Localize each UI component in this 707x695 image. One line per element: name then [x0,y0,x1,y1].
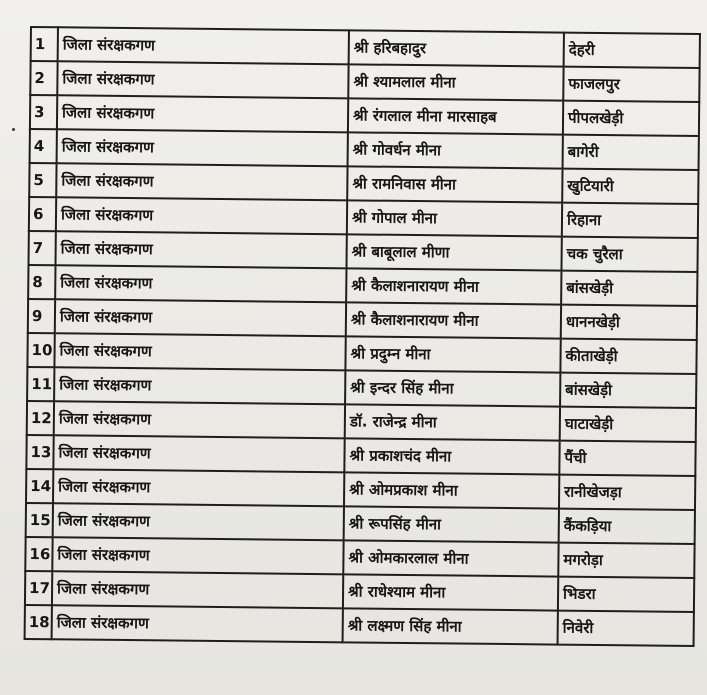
member-name-cell: श्री हरिबहादुर [349,30,564,66]
member-name-cell: डॉ. राजेन्द्र मीना [345,404,560,440]
village-cell: चक चुरैला [561,237,697,272]
members-table-wrapper [23,26,698,685]
designation-cell: जिला संरक्षकगण [52,537,343,574]
village-cell: मगरोड़ा [558,543,694,578]
row-number-cell: 8 [28,265,55,299]
row-number-cell: 4 [30,129,57,163]
designation-cell: जिला संरक्षकगण [57,61,348,98]
village-cell: पीपलखेड़ी [563,101,699,136]
row-number-cell: 16 [25,537,52,571]
table-row [25,605,694,646]
designation-cell: जिला संरक्षकगण [53,503,344,540]
row-number-cell: 2 [30,61,57,95]
row-number-cell: 11 [27,367,54,401]
designation-cell: जिला संरक्षकगण [54,401,345,438]
member-name-cell: श्री रूपसिंह मीना [344,506,559,542]
village-cell: निवेरी [558,611,694,646]
member-name-cell: श्री प्रकाशचंद मीना [344,438,559,474]
member-name-cell: श्री ओमकारलाल मीना [343,540,558,576]
member-name-cell: श्री गोवर्धन मीना [348,132,563,168]
designation-cell: जिला संरक्षकगण [54,333,345,370]
village-cell: घाटाखेड़ी [560,407,696,442]
member-name-cell: श्री बाबूलाल मीणा [346,234,561,270]
row-number-cell: 13 [26,435,53,469]
designation-cell: जिला संरक्षकगण [52,571,343,608]
village-cell: रिहाना [562,203,698,238]
village-cell: पैंची [559,441,695,476]
row-number-cell: 18 [25,605,52,639]
village-cell: रानीखेजड़ा [559,475,695,510]
designation-cell: जिला संरक्षकगण [57,129,348,166]
row-number-cell: 7 [28,231,55,265]
row-number-cell: 14 [26,469,53,503]
village-cell: भिडरा [558,577,694,612]
member-name-cell: श्री रामनिवास मीना [347,166,562,202]
village-cell: बागेरी [563,135,699,170]
row-number-cell: 3 [30,95,57,129]
designation-cell: जिला संरक्षकगण [56,197,347,234]
village-cell: फाजलपुर [563,67,699,102]
designation-cell: जिला संरक्षकगण [57,95,348,132]
village-cell: कीताखेड़ी [560,339,696,374]
designation-cell: जिला संरक्षकगण [52,605,343,642]
member-name-cell: श्री राधेश्याम मीना [343,574,558,610]
row-number-cell: 10 [27,333,54,367]
row-number-cell: 1 [31,27,58,61]
member-name-cell: श्री रंगलाल मीना मारसाहब [348,98,563,134]
designation-cell: जिला संरक्षकगण [58,27,349,64]
village-cell: बांसखेड़ी [561,271,697,306]
village-cell: कैंकड़िया [559,509,695,544]
member-name-cell: श्री गोपाल मीना [347,200,562,236]
village-cell: धाननखेड़ी [561,305,697,340]
designation-cell: जिला संरक्षकगण [55,231,346,268]
member-name-cell: श्री कैलाशनारायण मीना [346,268,561,304]
row-number-cell: 9 [28,299,55,333]
member-name-cell: श्री इन्दर सिंह मीना [345,370,560,406]
row-number-cell: 15 [26,503,53,537]
members-table-body [25,27,700,646]
member-name-cell: श्री श्यामलाल मीना [348,64,563,100]
row-number-cell: 5 [29,163,56,197]
village-cell: बांसखेड़ी [560,373,696,408]
row-number-cell: 12 [27,401,54,435]
village-cell: खुटियारी [562,169,698,204]
village-cell: देहरी [564,33,700,68]
designation-cell: जिला संरक्षकगण [55,299,346,336]
designation-cell: जिला संरक्षकगण [55,265,346,302]
designation-cell: जिला संरक्षकगण [54,367,345,404]
row-number-cell: 6 [29,197,56,231]
paper-speck [12,128,15,131]
designation-cell: जिला संरक्षकगण [56,163,347,200]
member-name-cell: श्री लक्ष्मण सिंह मीना [343,608,558,644]
members-table [24,26,701,647]
member-name-cell: श्री कैलाशनारायण मीना [346,302,561,338]
designation-cell: जिला संरक्षकगण [53,435,344,472]
member-name-cell: श्री ओमप्रकाश मीना [344,472,559,508]
row-number-cell: 17 [25,571,52,605]
designation-cell: जिला संरक्षकगण [53,469,344,506]
member-name-cell: श्री प्रदुम्न मीना [345,336,560,372]
